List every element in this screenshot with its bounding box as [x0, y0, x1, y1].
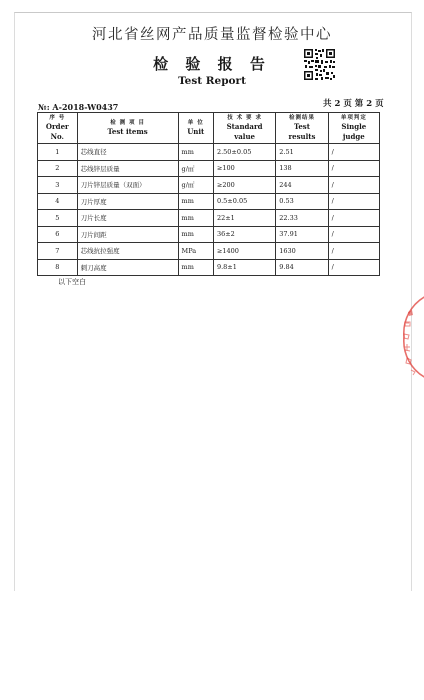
cell-unit: mm	[178, 144, 213, 161]
qr-code-icon	[303, 48, 336, 81]
cell-item: 刀片长度	[77, 210, 178, 227]
cell-unit: MPa	[178, 243, 213, 260]
cell-result: 9.84	[276, 259, 328, 276]
end-of-content-note: 以下空白	[58, 278, 86, 286]
cell-unit: g/㎡	[178, 160, 213, 177]
cell-unit: mm	[178, 210, 213, 227]
cell-no: 5	[38, 210, 78, 227]
cell-standard: 36±2	[213, 226, 275, 243]
cell-no: 3	[38, 177, 78, 194]
header-test-items: 检 测 项 目 Test items	[77, 113, 178, 144]
table-row	[38, 226, 380, 243]
cell-judge: /	[328, 259, 379, 276]
cell-judge: /	[328, 160, 379, 177]
cell-result: 22.33	[276, 210, 328, 227]
cell-judge: /	[328, 193, 379, 210]
cell-unit: g/㎡	[178, 177, 213, 194]
cell-result: 138	[276, 160, 328, 177]
cell-standard: ≥200	[213, 177, 275, 194]
cell-unit: mm	[178, 193, 213, 210]
cell-item: 刺刀高度	[77, 259, 178, 276]
cell-unit: mm	[178, 226, 213, 243]
cell-standard: 2.50±0.05	[213, 144, 275, 161]
cell-standard: 22±1	[213, 210, 275, 227]
table-header-row	[38, 113, 380, 144]
cell-item: 芯线抗拉强度	[77, 243, 178, 260]
cell-result: 37.91	[276, 226, 328, 243]
cell-no: 4	[38, 193, 78, 210]
cell-no: 7	[38, 243, 78, 260]
table-row	[38, 144, 380, 161]
cell-standard: ≥1400	[213, 243, 275, 260]
cell-result: 0.53	[276, 193, 328, 210]
cell-item: 芯线直径	[77, 144, 178, 161]
cell-item: 刀片间距	[77, 226, 178, 243]
cell-standard: 0.5±0.05	[213, 193, 275, 210]
table-row	[38, 193, 380, 210]
report-number: №: A-2018-W0437	[38, 102, 119, 112]
cell-result: 2.51	[276, 144, 328, 161]
table-row	[38, 243, 380, 260]
cell-no: 1	[38, 144, 78, 161]
cell-no: 2	[38, 160, 78, 177]
cell-item: 芯线锌层质量	[77, 160, 178, 177]
organization-name: 河北省丝网产品质量监督检验中心	[92, 27, 332, 43]
page-indicator: 共 2 页 第 2 页	[323, 99, 384, 109]
cell-no: 8	[38, 259, 78, 276]
cell-no: 6	[38, 226, 78, 243]
report-title-cn: 检 验 报 告	[153, 55, 271, 73]
cell-judge: /	[328, 210, 379, 227]
official-seal-stamp	[396, 292, 424, 382]
table-row	[38, 160, 380, 177]
report-title-en: Test Report	[178, 75, 246, 87]
cell-item: 刀片厚度	[77, 193, 178, 210]
table-row	[38, 177, 380, 194]
results-table	[37, 112, 380, 276]
cell-judge: /	[328, 144, 379, 161]
header-unit: 单 位 Unit	[178, 113, 213, 144]
table-row	[38, 210, 380, 227]
table-row	[38, 259, 380, 276]
header-test-results: 检测结果 Test results	[276, 113, 328, 144]
cell-judge: /	[328, 177, 379, 194]
cell-result: 1630	[276, 243, 328, 260]
cell-standard: 9.8±1	[213, 259, 275, 276]
cell-standard: ≥100	[213, 160, 275, 177]
cell-judge: /	[328, 243, 379, 260]
header-single-judge: 单项判定 Single judge	[328, 113, 379, 144]
header-standard-value: 技 术 要 求 Standard value	[213, 113, 275, 144]
cell-result: 244	[276, 177, 328, 194]
header-order-no: 序 号 Order No.	[38, 113, 78, 144]
cell-judge: /	[328, 226, 379, 243]
cell-unit: mm	[178, 259, 213, 276]
cell-item: 刀片锌层质量（双面）	[77, 177, 178, 194]
